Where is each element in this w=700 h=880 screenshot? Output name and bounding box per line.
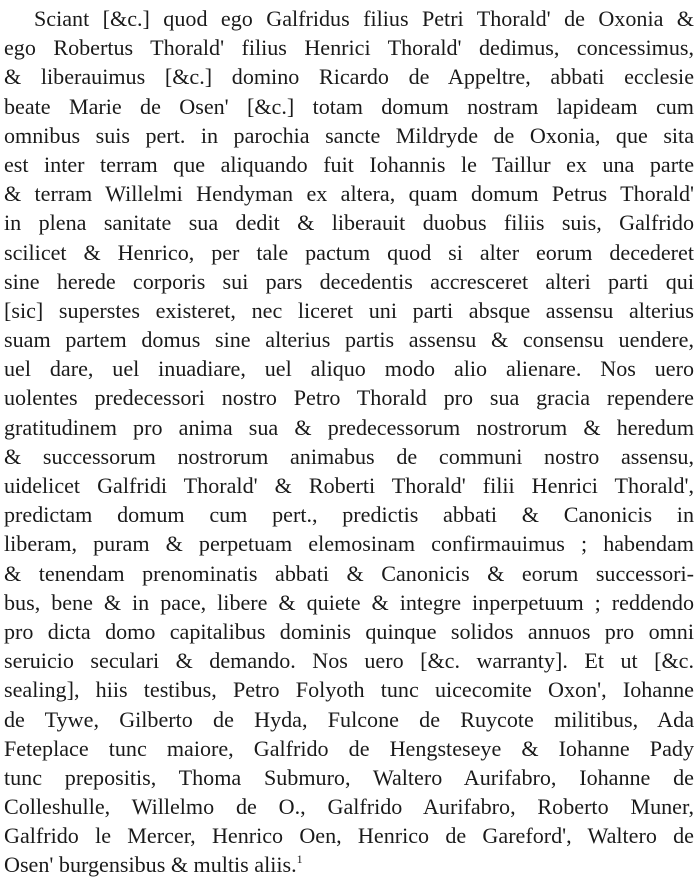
text-line: sealing], hiis testibus, Petro Folyoth tunc uicecomite Oxon', Iohanne <box>4 677 694 703</box>
text-line: pro dicta domo capitalibus dominis quinque solidos annuos pro omni <box>4 618 694 644</box>
text-line: scilicet & Henrico, per tale pactum quod si alter eorum decederet <box>4 239 694 265</box>
text-line: [sic] superstes existeret, nec liceret uni parti absque assensu alterius <box>4 297 694 323</box>
text-line: uidelicet Galfridi Thorald' & Roberti Thorald' filii Henrici Thorald', <box>4 473 694 498</box>
text-line: gratitudinem pro anima sua & predecessorum nostrorum & heredum <box>4 414 694 440</box>
text-line: in plena sanitate sua dedit & liberauit duobus filiis suis, Galfrido <box>4 210 694 236</box>
text-line: Sciant [&c.] quod ego Galfridus filius Petri Thorald' de Oxonia & <box>34 6 694 31</box>
text-line: tunc prepositis, Thoma Submuro, Waltero Aurifabro, Iohanne de <box>4 764 694 790</box>
text-line: & liberauimus [&c.] domino Ricardo de Appeltre, abbati ecclesie <box>4 64 694 90</box>
text-line: omnibus suis pert. in parochia sancte Mildryde de Oxonia, que sita <box>4 122 694 148</box>
text-line: & tenendam prenominatis abbati & Canonicis & eorum successori- <box>4 560 694 586</box>
charter-text <box>4 4 694 880</box>
text-line: bus, bene & in pace, libere & quiete & integre inperpetuum ; reddendo <box>4 589 694 615</box>
text-line: liberam, puram & perpetuam elemosinam confirmauimus ; habendam <box>4 531 694 557</box>
text-line-last <box>4 850 694 879</box>
text-line: uolentes predecessori nostro Petro Thorald pro sua gracia rependere <box>4 385 694 411</box>
footnote-marker: 1 <box>296 852 303 867</box>
text-line: seruicio seculari & demando. Nos uero [&c. warranty]. Et ut [&c. <box>4 648 694 674</box>
text-line: & successorum nostrorum animabus de communi nostro assensu, <box>4 443 694 469</box>
text-line: suam partem domus sine alterius partis assensu & consensu uendere, <box>4 327 694 353</box>
text-line: & terram Willelmi Hendyman ex altera, quam domum Petrus Thorald' <box>4 181 694 207</box>
text-line: sine herede corporis sui pars decedentis accresceret alteri parti qui <box>4 268 694 294</box>
text-line: est inter terram que aliquando fuit Iohannis le Taillur ex una parte <box>4 151 694 177</box>
text-line: predictam domum cum pert., predictis abbati & Canonicis in <box>4 502 694 528</box>
text-line-content: Osen' burgensibus & multis aliis. <box>4 852 297 878</box>
text-line: Feteplace tunc maiore, Galfrido de Hengsteseye & Iohanne Pady <box>4 735 694 761</box>
text-line: ego Robertus Thorald' filius Henrici Thorald' dedimus, concessimus, <box>4 35 694 61</box>
text-line: de Tywe, Gilberto de Hyda, Fulcone de Ruycote militibus, Ada <box>4 706 694 732</box>
text-line: uel dare, uel inuadiare, uel aliquo modo alio alienare. Nos uero <box>4 356 694 382</box>
text-line: Colleshulle, Willelmo de O., Galfrido Aurifabro, Roberto Muner, <box>4 794 694 820</box>
text-line: beate Marie de Osen' [&c.] totam domum nostram lapideam cum <box>4 93 694 119</box>
text-line: Galfrido le Mercer, Henrico Oen, Henrico de Gareford', Waltero de <box>4 823 694 849</box>
